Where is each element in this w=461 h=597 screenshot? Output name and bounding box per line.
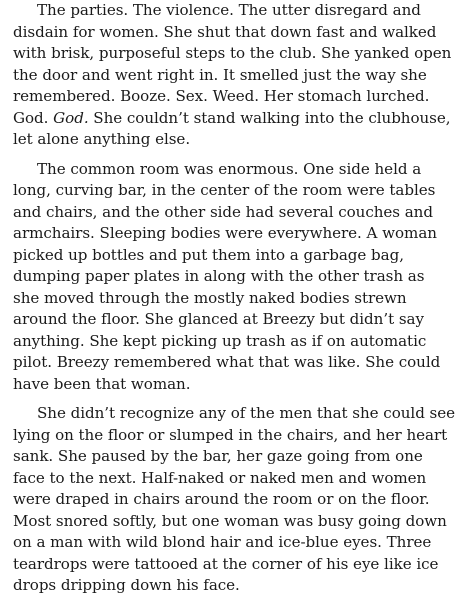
text-line: She didn’t recognize any of the men that she could see <box>37 404 456 422</box>
text-line: she moved through the mostly naked bodies strewn <box>13 288 407 307</box>
text-line: pilot. Breezy remembered what that was like. She could <box>13 353 441 371</box>
text-line: armchairs. Sleeping bodies were everywhere. A woman <box>13 224 437 242</box>
text-line: let alone anything else. <box>13 130 191 148</box>
text-line: The parties. The violence. The utter disregard and <box>37 1 421 19</box>
text-segment: God. <box>13 108 54 127</box>
text-line-with-emphasis <box>13 108 451 130</box>
text-line: face to the next. Half-naked or naked men and women <box>13 468 427 487</box>
text-line: disdain for women. She shut that down fast and walked <box>13 22 437 41</box>
text-line: sank. She paused by the bar, her gaze going from one <box>13 447 423 465</box>
paragraph-1 <box>13 0 451 151</box>
text-line: The common room was enormous. One side held a <box>37 159 422 178</box>
text-line: the door and went right in. It smelled just the way she <box>13 65 427 84</box>
text-line: with brisk, purposeful steps to the club. She yanked open <box>13 44 452 62</box>
text-line: around the floor. She glanced at Breezy but didn’t say <box>13 310 424 328</box>
book-page <box>13 0 456 597</box>
text-line: on a man with wild blond hair and ice-blue eyes. Three <box>13 533 432 551</box>
text-line: teardrops were tattooed at the corner of his eye like ice <box>13 554 439 573</box>
text-line: drops dripping down his face. <box>13 576 240 594</box>
text-line: lying on the floor or slumped in the chairs, and her heart <box>13 425 448 444</box>
text-line: have been that woman. <box>13 374 191 393</box>
emphasis-text: God. <box>53 108 89 127</box>
paragraph-3 <box>13 403 456 597</box>
text-line: and chairs, and the other side had several couches and <box>13 202 433 221</box>
text-line: long, curving bar, in the center of the room were tables <box>13 181 436 199</box>
text-line: anything. She kept picking up trash as if on automatic <box>13 331 427 350</box>
paragraph-2 <box>13 159 451 396</box>
text-segment: She couldn’t stand walking into the clubhouse, <box>88 108 451 127</box>
text-line: picked up bottles and put them into a garbage bag, <box>13 245 404 264</box>
text-line: Most snored softly, but one woman was busy going down <box>13 511 447 530</box>
text-line: remembered. Booze. Sex. Weed. Her stomach lurched. <box>13 87 430 105</box>
text-line: dumping paper plates in along with the other trash as <box>13 267 425 285</box>
text-line: were draped in chairs around the room or on the floor. <box>13 490 430 508</box>
